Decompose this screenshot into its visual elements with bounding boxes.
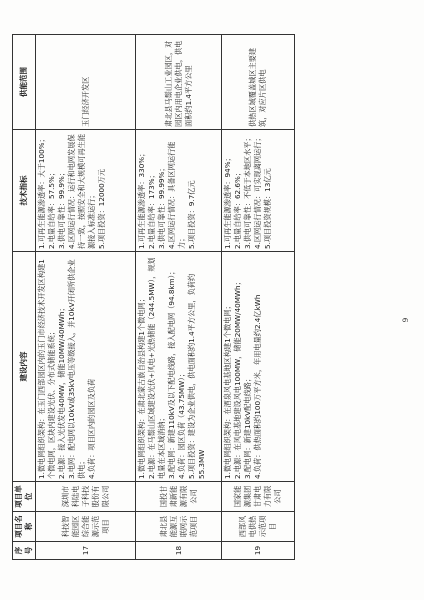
table-row: [136, 35, 222, 560]
header-no: 序号: [13, 542, 36, 560]
scope-cell: 玉门经济开发区: [36, 35, 136, 130]
project-unit: 国家能源集团甘肃电力有限公司: [222, 482, 295, 512]
tech-line: 2.电量自给率：57.5%；: [47, 168, 56, 249]
tech-line: 4.区网运行情况：具备区网运行能力；: [167, 141, 186, 249]
table-row: [36, 35, 136, 560]
page-number: 9: [402, 317, 411, 323]
row-number: 17: [36, 542, 136, 560]
tech-line: 2.电量自给率：62.6%；: [233, 168, 242, 249]
content-line: 1.微电网组织架构：在酒泉风电基地区构建1个微电网；: [223, 302, 232, 479]
tech-line: 1.可再生能源渗透率：330%；: [137, 149, 146, 249]
scope-cell: 肃北县马鬃山工业园区，对园区内用电企业供电，供电面积约1.4平方公里: [136, 35, 222, 130]
tech-line: 3.供电可靠性：不低于本地区水平；: [243, 134, 252, 249]
tech-line: 4.区网运行情况：运行和电网发展保持一致，按照安全和大规模可再生能源接入标准运行；: [67, 133, 96, 249]
content-line: 3.配电网：新建10kV配电线路；: [243, 374, 252, 479]
content-line: 4.负荷：园区负荷（43.75MW）；: [177, 369, 186, 479]
tech-line: 4.区网运行情况：可实现离网运行；: [253, 134, 262, 249]
project-name: 西部风电供热示范项目: [222, 512, 295, 542]
tech-line: 5.项目投资：9.7亿元: [187, 180, 196, 249]
content-line: 4.负荷：项目区内的园区及负荷: [87, 378, 96, 479]
content-line: 4.负荷：供热面积约100万平方米，年用电量约2.4亿kWh: [253, 294, 262, 479]
row-number: 18: [136, 542, 222, 560]
header-content: 建设内容: [13, 252, 36, 482]
content-line: 3.电网：配电网以10kV或35kV电压等级接入，并10kV开闭所供企业供电；: [67, 259, 86, 479]
tech-cell: [136, 130, 222, 252]
content-line: 3.配电网：新建110kV及以下配电线路，接入配电网（94.8km）；: [167, 267, 176, 479]
project-name: 科技智能园区综合能源示范项目: [36, 512, 136, 542]
project-name: 肃北县能源互联网示范项目: [136, 512, 222, 542]
tech-line: 5.项目投资：12000万元: [97, 168, 106, 249]
tech-line: 5.项目投资规模：13亿元: [263, 168, 272, 249]
row-number: 19: [222, 542, 295, 560]
header-unit: 项目单位: [13, 482, 36, 512]
content-cell: [36, 252, 136, 482]
project-unit: 国投甘肃新能源有限公司: [136, 482, 222, 512]
tech-cell: [222, 130, 295, 252]
content-cell: [136, 252, 222, 482]
content-line: 2.电源：接入光伏发电40MW，储能10MW/40MWh；: [57, 304, 66, 479]
content-line: 1.微电网组织架构：在肃北蒙古族自治县构建1个微电网；: [137, 295, 146, 479]
project-table: [12, 34, 295, 560]
scope-cell: 供热区域覆盖城区主要建筑，对应片区供电: [222, 35, 295, 130]
table-header-row: [13, 35, 36, 560]
content-cell: [222, 252, 295, 482]
project-unit: 深圳市科陆电子科技股份有限公司: [36, 482, 136, 512]
tech-cell: [36, 130, 136, 252]
tech-line: 1.可再生能源渗透率：大于100%；: [37, 135, 46, 249]
rotated-table-container: [12, 35, 396, 560]
tech-line: 1.可再生能源渗透率：94%；: [223, 154, 232, 249]
content-line: 1.微电网组织架构：在玉门西部园区内的玉门市经济技术开发区构建1个微电网，区块内建设光伏、分布式储能系统；: [37, 259, 56, 479]
tech-line: 3.供电可靠性：99.9%；: [57, 168, 66, 249]
table-row: [222, 35, 295, 560]
content-line: 2.电源：在马鬃山区域建设光伏+风电+光热储能（244.5MW），规划电量在本区域消纳；: [147, 257, 166, 479]
header-scope: 供能范围: [13, 35, 36, 130]
header-name: 项目名称: [13, 512, 36, 542]
content-line: 5.项目投资：建设为企业供电，供电面积约1.4平方公里，负荷约55.3MW: [187, 273, 206, 479]
header-tech: 技术指标: [13, 130, 36, 252]
tech-line: 2.电量自给率：173%；: [147, 171, 156, 249]
tech-line: 3.供电可靠性：99.99%；: [157, 164, 166, 249]
content-line: 2.电源：在风电基地建设风电100MW，储能20MW/40MWh；: [233, 278, 242, 479]
